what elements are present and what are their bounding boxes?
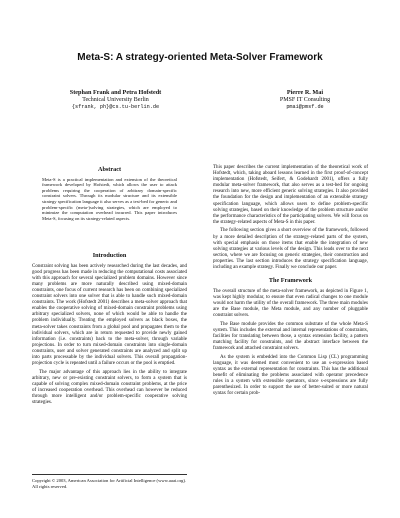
copyright-notice: Copyright © 2003, American Association for Artificial Intelligence (www.aaai.org). All rights reserved.: [32, 474, 187, 489]
author-names: Stephan Frank and Petra Hofstedt: [69, 89, 162, 96]
author-affiliation: Technical University Berlin: [82, 96, 149, 103]
author-email: pmai@pmsf.de: [286, 104, 324, 111]
section-heading: The Framework: [268, 277, 313, 285]
body-paragraph: The Base module provides the common substrate of the whole Meta-S system. This includes the external and internal representations of constraints, facilities for translating between those, a syntax extension facility, a pattern matching facility for constraints, and the abstract interface between the framework and attached constraint solvers.: [213, 321, 368, 351]
author-email: {sfrank, ph}@cs.tu-berlin.de: [71, 104, 160, 111]
abstract: [42, 166, 177, 221]
left-column: [32, 246, 187, 409]
abstract-heading: Abstract: [97, 166, 122, 173]
abstract-text: Meta-S is a practical implementation and extension of the theoretical framework developed by Hofstedt, which allows the user to attack problems requiring the cooperation of arbitrary domain-specific constraint solvers. Through its modular structure and its extensible strategy specification language it also serves as a test-bed for generic and problem-specific (meta-)solving strategies, which are employed to minimize the computation overhead incurred. This paper introduces Meta-S, focusing on its strategy-related aspects.: [42, 176, 177, 221]
right-column: [213, 165, 368, 400]
author-block-2: [250, 89, 360, 111]
body-paragraph: As the system is embedded into the Common Lisp (CL) programming language, it was deemed most convenient to use an s-expression based syntax as the external representation for constraints. This has the additional benefit of eliminating the problems associated with operator precedence rules in a system with extensible operators, since s-expressions are fully parenthesized. In order to support the use of better-suited or more natural syntax for certain prob-: [213, 354, 368, 397]
section-heading: Introduction: [92, 252, 127, 259]
author-affiliation: PMSF IT Consulting: [279, 96, 331, 103]
body-paragraph: This paper describes the current implementation of the theoretical work of Hofstedt, which, taking aboard lessons learned in the first proof-of-concept implementation (Hofstedt, Seifert, & Godehardt 2001), offers a fully modular meta-solver framework, that also serves as a test-bed for ongoing research into new, more efficient generic solving strategies. It also provided the foundation for the design and implementation of an extensible strategy specification language, which allows users to define problem-specific solving strategies, based on their knowledge of the problem structure and/or the performance characteristics of the participating solvers. We will focus on the strategy-related aspects of Meta-S in this paper.: [213, 165, 368, 225]
paper-title: Meta-S: A strategy-oriented Meta-Solver Framework: [77, 52, 323, 63]
body-paragraph: The overall structure of the meta-solver framework, as depicted in Figure 1, was kept highly modular, to ensure that even radical changes to one module would not harm the utility of the overall framework. The three main modules are the Base module, the Meta module, and any number of pluggable constraint solvers.: [213, 288, 368, 319]
body-paragraph: Constraint solving has been actively researched during the last decades, and good progress has been made in reducing the computational costs associated with this approach for several specialized problem domains. However since many problems are more naturally described using mixed-domain constraints, one focus of current research has been on combining specialized constraint solvers into one solver that is able to handle such mixed-domain constraints. The work (Hofstedt 2001) describes a meta-solver approach that enables the cooperative solving of mixed-domain constraint problems using arbitrary specialized solvers, none of which would be able to handle the problem individually. Treating the employed solvers as black boxes, the meta-solver takes constraints from a global pool and propagates them to the individual solvers, which are in return requested to provide newly gained information (i.e. constraints) back to the meta-solver, through variable projections. In order to turn mixed-domain constraints into single-domain constraints, user and solver generated constraints are analyzed and split up into parts processable by the individual solvers. This overall propagation-projection cycle is repeated until a failure occurs or the pool is emptied.: [32, 263, 187, 367]
body-paragraph: The major advantage of this approach lies in the ability to integrate arbitrary, new or pre-existing constraint solvers, to form a system that is capable of solving complex mixed-domain constraint problems, at the price of increased cooperation overhead. This overhead can however be reduced through more intelligent and/or problem-specific cooperative solving strategies.: [32, 369, 187, 406]
author-names: Pierre R. Mai: [286, 89, 324, 96]
author-block-1: [38, 89, 193, 111]
body-paragraph: The following section gives a short overview of the framework, followed by a more detailed description of the strategy-related parts of the system, with special emphasis on those items that enable the integration of new solving strategies at various levels of the design. This leads over to the next section, where we are focusing on generic strategies, their construction and properties. The last section introduces the strategy specification language, including an example strategy. Finally we conclude our paper.: [213, 228, 368, 270]
